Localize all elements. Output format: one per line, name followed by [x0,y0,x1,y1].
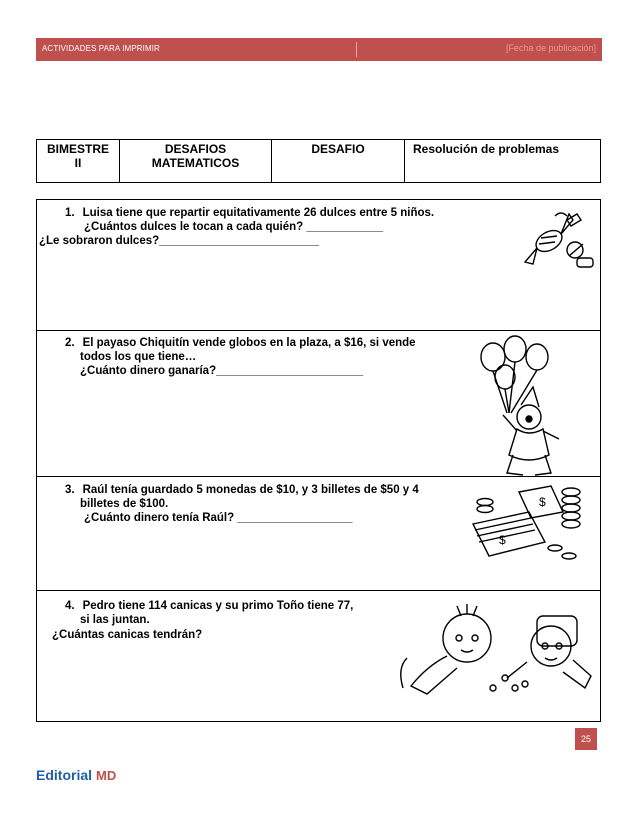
problems-table [36,199,601,722]
topic-cell: Resolución de problemas [405,140,601,183]
candy-icon [519,206,599,276]
problem-1-text-1: Luisa tiene que repartir equitativamente 26 dulces entre 5 niños. [82,207,435,219]
problem-4-number: 4. [65,600,75,612]
problem-3-line-1 [65,483,505,497]
problem-2-line-3: ¿Cuánto dinero ganaría?_______________________ [80,365,364,377]
problem-3-line-3: ¿Cuánto dinero tenía Raúl? __________________ [84,512,353,524]
problem-2-line-1 [65,336,505,350]
header-table [36,139,601,183]
kids-marbles-icon [387,598,597,708]
banner-divider [356,42,357,57]
bimestre-cell [37,140,120,183]
problem-4-line-2: si las juntan. [80,614,150,626]
problem-4-line-3: ¿Cuántas canicas tendrán? [52,629,203,641]
problem-4-line-1 [65,599,425,613]
problem-1-number: 1. [65,207,75,219]
problem-1-line-2: ¿Cuántos dulces le tocan a cada quién? ____________ [84,221,384,233]
problem-4-text-1: Pedro tiene 114 canicas y su primo Toño tiene 77, [82,600,354,612]
svg-text:$: $ [539,495,546,509]
banner-left-text: ACTIVIDADES PARA IMPRIMIR [42,44,160,53]
logo-text: Editorial [36,767,93,783]
banner-date-placeholder: [Fecha de publicación] [505,43,596,53]
page-number: 25 [575,728,597,750]
problem-3-text-1: Raúl tenía guardado 5 monedas de $10, y 3 billetes de $50 y 4 [82,484,419,496]
desafios-label-2: MATEMATICOS [151,156,240,170]
bimestre-value: II [74,156,82,170]
desafios-label-1: DESAFIOS [164,142,227,156]
problem-1-line-3: ¿Le sobraron dulces?_________________________ [39,235,320,247]
row-divider-1 [37,330,600,331]
editorial-md-logo [36,763,126,785]
problem-2-number: 2. [65,337,75,349]
desafio-cell: DESAFIO [272,140,405,183]
desafios-cell [120,140,272,183]
problem-2-line-2: todos los que tiene… [80,351,197,363]
problem-3-number: 3. [65,484,75,496]
clown-balloons-icon [467,335,577,480]
problem-3-line-2: billetes de $100. [80,498,169,510]
logo-mark: MD [96,768,117,783]
bimestre-label: BIMESTRE [46,142,109,156]
header-banner [36,38,602,61]
money-icon [459,482,589,577]
problem-1-line-1 [65,206,545,220]
row-divider-3 [37,590,600,591]
svg-text:$: $ [499,533,506,547]
row-divider-2 [37,476,600,477]
problem-2-text-1: El payaso Chiquitín vende globos en la plaza, a $16, si vende [82,337,416,349]
